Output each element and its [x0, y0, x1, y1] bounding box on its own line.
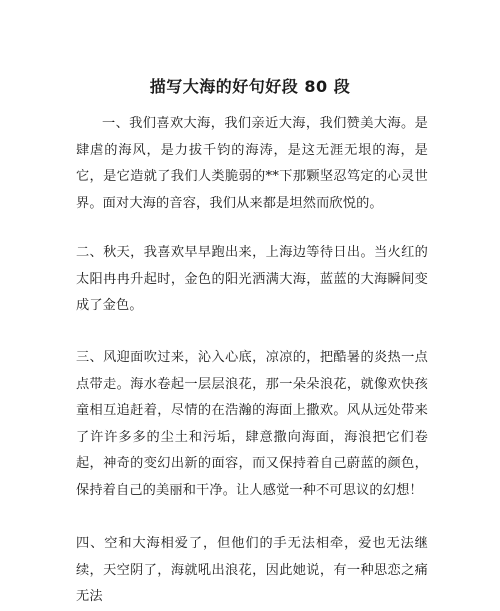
paragraph-2: 二、秋天，我喜欢早早跑出来，上海边等待日出。当火红的太阳冉冉升起时，金色的阳光洒满大海，蓝蓝的大海瞬间变成了金色。: [76, 245, 428, 313]
paragraph-4: 四、空和大海相爱了，但他们的手无法相牵，爱也无法继续，天空阴了，海就吼出浪花，因此她说，有一种思恋之痛无法: [76, 536, 428, 604]
paragraph-1: 一、我们喜欢大海，我们亲近大海，我们赞美大海。是肆虐的海风，是力拔千钧的海涛，是这无涯无垠的海，是它，是它造就了我们人类脆弱的**下那颗坚忍笃定的心灵世界。面对大海的音容，我们从来都是坦然而欣悦的。: [76, 116, 428, 211]
paragraph-3: 三、风迎面吹过来，沁入心底，凉凉的，把酷暑的炎热一点点带走。海水卷起一层层浪花，那一朵朵浪花，就像欢快孩童相互追赶着，尽情的在浩瀚的海面上撒欢。风从远处带来了许许多多的尘土和污垢，肆意撒向海面，海浪把它们卷起，神奇的变幻出新的面容，而又保持着自己蔚蓝的颜色，保持着自己的美丽和干净。让人感觉一种不可思议的幻想！: [76, 350, 428, 498]
document-title: 描写大海的好句好段 80 段: [149, 77, 351, 96]
